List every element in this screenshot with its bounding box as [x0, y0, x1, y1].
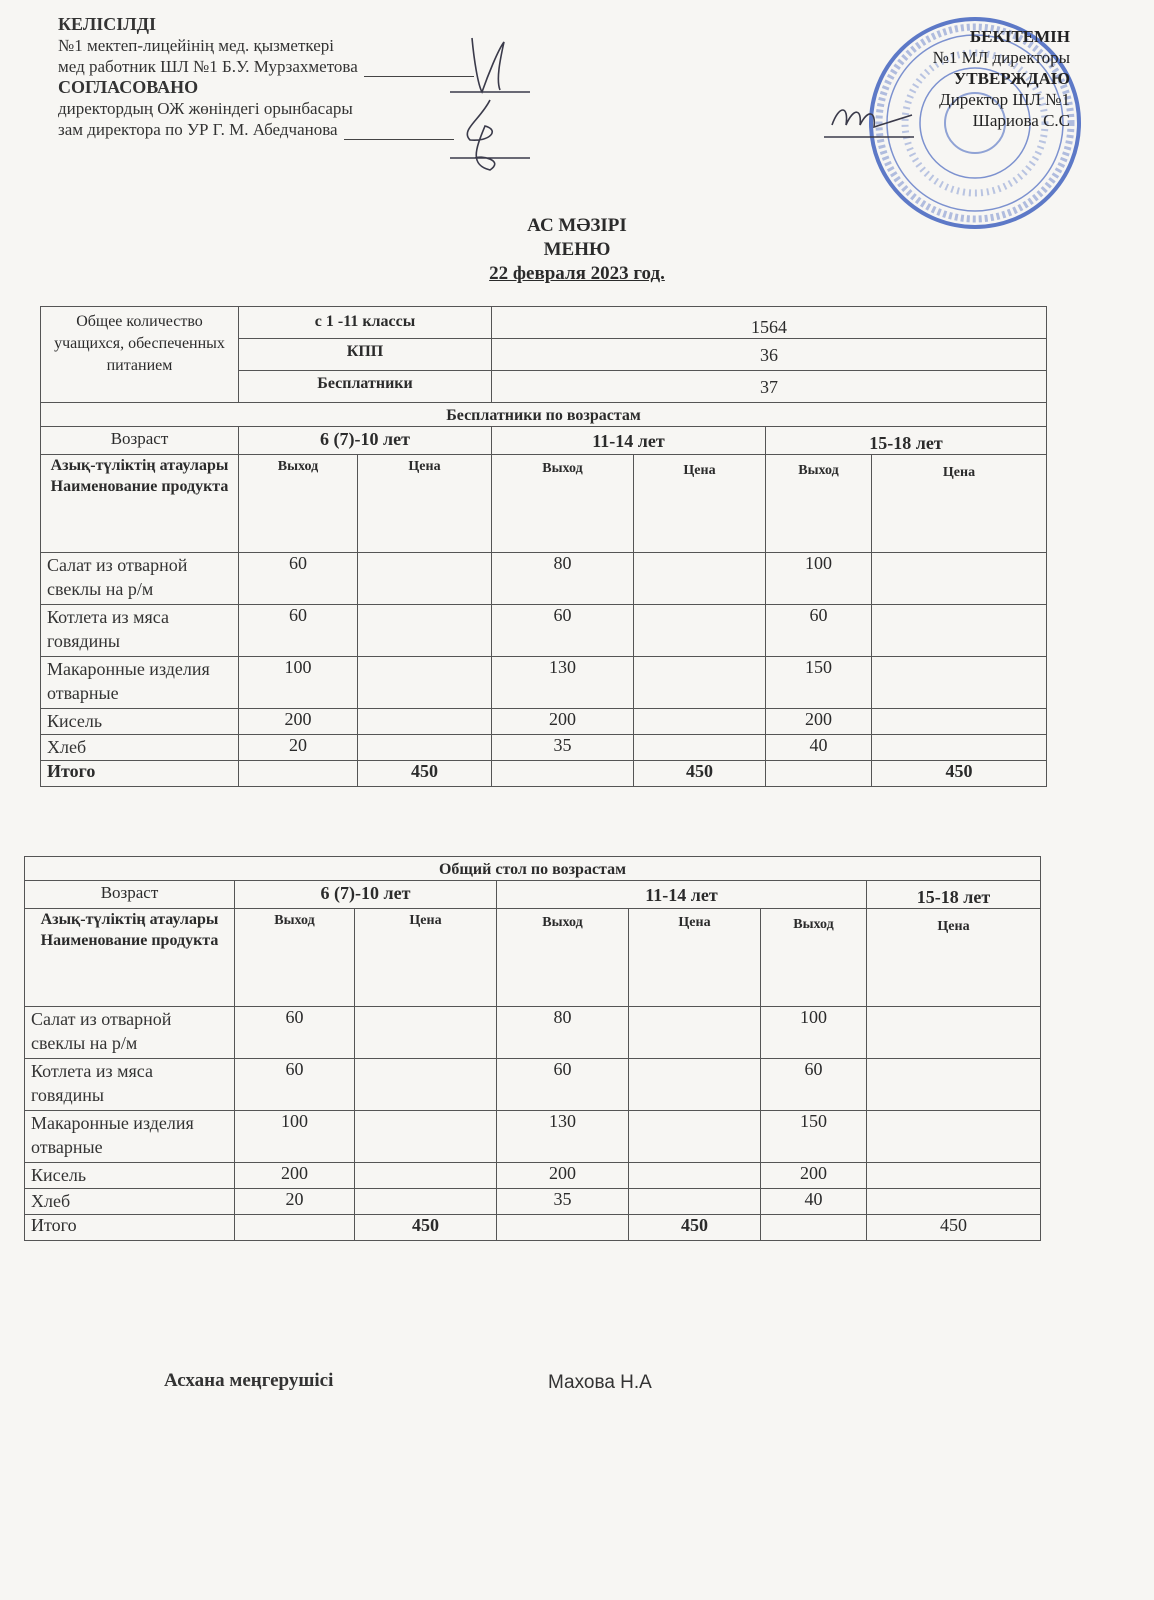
table-row: [25, 1163, 1041, 1189]
output-value: 100: [766, 553, 872, 605]
summary-row-value: 1564: [492, 307, 1047, 339]
document-title: [0, 214, 1154, 286]
total-label: Итого: [25, 1215, 235, 1241]
output-value: 60: [239, 553, 358, 605]
price-cell: [867, 1007, 1041, 1059]
product-name: Макаронные изделия отварные: [25, 1111, 235, 1163]
price-cell: [867, 1163, 1041, 1189]
output-value: 60: [492, 605, 634, 657]
output-value: 60: [235, 1007, 355, 1059]
output-value: 200: [497, 1163, 629, 1189]
age-group: 6 (7)-10 лет: [235, 881, 497, 909]
empty-cell: [766, 761, 872, 787]
output-value: 150: [766, 657, 872, 709]
total-value: 450: [629, 1215, 761, 1241]
price-cell: [355, 1189, 497, 1215]
output-value: 60: [766, 605, 872, 657]
col-out: Выход: [766, 455, 872, 553]
price-cell: [872, 605, 1047, 657]
col-price: Цена: [872, 455, 1047, 553]
product-name: Котлета из мяса говядины: [41, 605, 239, 657]
deputy-ru: зам директора по УР Г. М. Абедчанова: [58, 120, 338, 139]
table-row: [25, 1007, 1041, 1059]
footer-name: Махова Н.А: [548, 1372, 652, 1393]
price-cell: [634, 605, 766, 657]
price-cell: [634, 735, 766, 761]
summary-row-name: с 1 -11 классы: [239, 307, 492, 339]
age-label: Возраст: [41, 427, 239, 455]
price-cell: [358, 657, 492, 709]
output-value: 60: [239, 605, 358, 657]
price-cell: [867, 1111, 1041, 1163]
table-row: [41, 709, 1047, 735]
total-value: 450: [634, 761, 766, 787]
output-value: 200: [239, 709, 358, 735]
price-cell: [358, 709, 492, 735]
output-value: 100: [239, 657, 358, 709]
age-group: 11-14 лет: [497, 881, 867, 909]
total-value: 450: [867, 1215, 1041, 1241]
price-cell: [629, 1111, 761, 1163]
price-cell: [629, 1163, 761, 1189]
summary-row-value: 37: [492, 371, 1047, 403]
col-out: Выход: [239, 455, 358, 553]
output-value: 200: [766, 709, 872, 735]
col-out: Выход: [492, 455, 634, 553]
output-value: 20: [235, 1189, 355, 1215]
output-value: 130: [492, 657, 634, 709]
output-value: 40: [766, 735, 872, 761]
summary-row-name: Бесплатники: [239, 371, 492, 403]
total-value: 450: [358, 761, 492, 787]
price-cell: [629, 1059, 761, 1111]
output-value: 60: [497, 1059, 629, 1111]
product-header: Азық-түліктің атаулары Наименование продукта: [25, 909, 235, 1007]
price-cell: [634, 657, 766, 709]
deputy-kz: директордың ОЖ жөніндегі орынбасары: [58, 99, 353, 118]
price-cell: [634, 709, 766, 735]
table-title: Бесплатники по возрастам: [41, 403, 1047, 427]
price-cell: [355, 1007, 497, 1059]
output-value: 60: [235, 1059, 355, 1111]
output-value: 40: [761, 1189, 867, 1215]
table-row: [25, 1189, 1041, 1215]
col-price: Цена: [355, 909, 497, 1007]
price-cell: [629, 1007, 761, 1059]
footer-position: Асхана меңгерушісі: [164, 1370, 334, 1391]
age-group: 15-18 лет: [867, 881, 1041, 909]
empty-cell: [497, 1215, 629, 1241]
price-cell: [867, 1189, 1041, 1215]
approve-ru: УТВЕРЖДАЮ: [953, 69, 1070, 88]
table-row: [41, 735, 1047, 761]
price-cell: [355, 1163, 497, 1189]
product-name: Макаронные изделия отварные: [41, 657, 239, 709]
summary-row-value: 36: [492, 339, 1047, 371]
director-name: Шариова С.С: [972, 111, 1070, 130]
price-cell: [872, 735, 1047, 761]
price-cell: [358, 735, 492, 761]
director-kz: №1 МЛ директоры: [932, 48, 1070, 67]
empty-cell: [235, 1215, 355, 1241]
empty-cell: [761, 1215, 867, 1241]
output-value: 20: [239, 735, 358, 761]
price-cell: [867, 1059, 1041, 1111]
total-label: Итого: [41, 761, 239, 787]
age-group: 6 (7)-10 лет: [239, 427, 492, 455]
col-price: Цена: [358, 455, 492, 553]
product-name: Хлеб: [25, 1189, 235, 1215]
product-name: Салат из отварной свеклы на р/м: [41, 553, 239, 605]
age-label: Возраст: [25, 881, 235, 909]
summary-row-name: КПП: [239, 339, 492, 371]
price-cell: [355, 1111, 497, 1163]
agreed-kz: КЕЛІСІЛДІ: [58, 14, 157, 34]
table-row: [41, 605, 1047, 657]
med-worker-kz: №1 мектеп-лицейінің мед. қызметкері: [58, 36, 334, 55]
output-value: 200: [492, 709, 634, 735]
total-row: [41, 761, 1047, 787]
product-name: Кисель: [41, 709, 239, 735]
col-out: Выход: [497, 909, 629, 1007]
table-title: Общий стол по возрастам: [25, 857, 1041, 881]
product-name: Салат из отварной свеклы на р/м: [25, 1007, 235, 1059]
general-table: [24, 856, 1041, 1241]
approve-kz: БЕКІТЕМІН: [969, 27, 1070, 46]
free-meals-table: [40, 306, 1047, 787]
table-row: [41, 657, 1047, 709]
product-header: Азық-түліктің атаулары Наименование продукта: [41, 455, 239, 553]
total-value: 450: [872, 761, 1047, 787]
age-group: 15-18 лет: [766, 427, 1047, 455]
product-name: Котлета из мяса говядины: [25, 1059, 235, 1111]
age-group: 11-14 лет: [492, 427, 766, 455]
output-value: 150: [761, 1111, 867, 1163]
output-value: 80: [492, 553, 634, 605]
col-out: Выход: [235, 909, 355, 1007]
director-ru: Директор ШЛ №1: [939, 90, 1070, 109]
table-row: [25, 1059, 1041, 1111]
product-name: Кисель: [25, 1163, 235, 1189]
price-cell: [355, 1059, 497, 1111]
product-name: Хлеб: [41, 735, 239, 761]
output-value: 100: [761, 1007, 867, 1059]
price-cell: [634, 553, 766, 605]
output-value: 100: [235, 1111, 355, 1163]
output-value: 80: [497, 1007, 629, 1059]
price-cell: [358, 605, 492, 657]
output-value: 60: [761, 1059, 867, 1111]
col-price: Цена: [634, 455, 766, 553]
handwritten-signature: [430, 30, 540, 180]
total-row: [25, 1215, 1041, 1241]
table-row: [25, 1111, 1041, 1163]
empty-cell: [239, 761, 358, 787]
col-price: Цена: [867, 909, 1041, 1007]
price-cell: [872, 657, 1047, 709]
col-price: Цена: [629, 909, 761, 1007]
price-cell: [358, 553, 492, 605]
price-cell: [872, 709, 1047, 735]
col-out: Выход: [761, 909, 867, 1007]
total-value: 450: [355, 1215, 497, 1241]
title-ru: МЕНЮ: [543, 239, 611, 260]
empty-cell: [492, 761, 634, 787]
output-value: 35: [497, 1189, 629, 1215]
output-value: 200: [235, 1163, 355, 1189]
summary-label: Общее количество учащихся, обеспеченных питанием: [41, 307, 239, 403]
med-worker-ru: мед работник ШЛ №1 Б.У. Мурзахметова: [58, 57, 358, 76]
menu-date: 22 февраля 2023 год.: [489, 263, 665, 284]
price-cell: [872, 553, 1047, 605]
price-cell: [629, 1189, 761, 1215]
title-kz: АС МӘЗІРІ: [527, 215, 627, 236]
agreed-ru: СОГЛАСОВАНО: [58, 77, 199, 97]
output-value: 130: [497, 1111, 629, 1163]
table-row: [41, 553, 1047, 605]
output-value: 35: [492, 735, 634, 761]
output-value: 200: [761, 1163, 867, 1189]
approval-block: [880, 26, 1070, 131]
